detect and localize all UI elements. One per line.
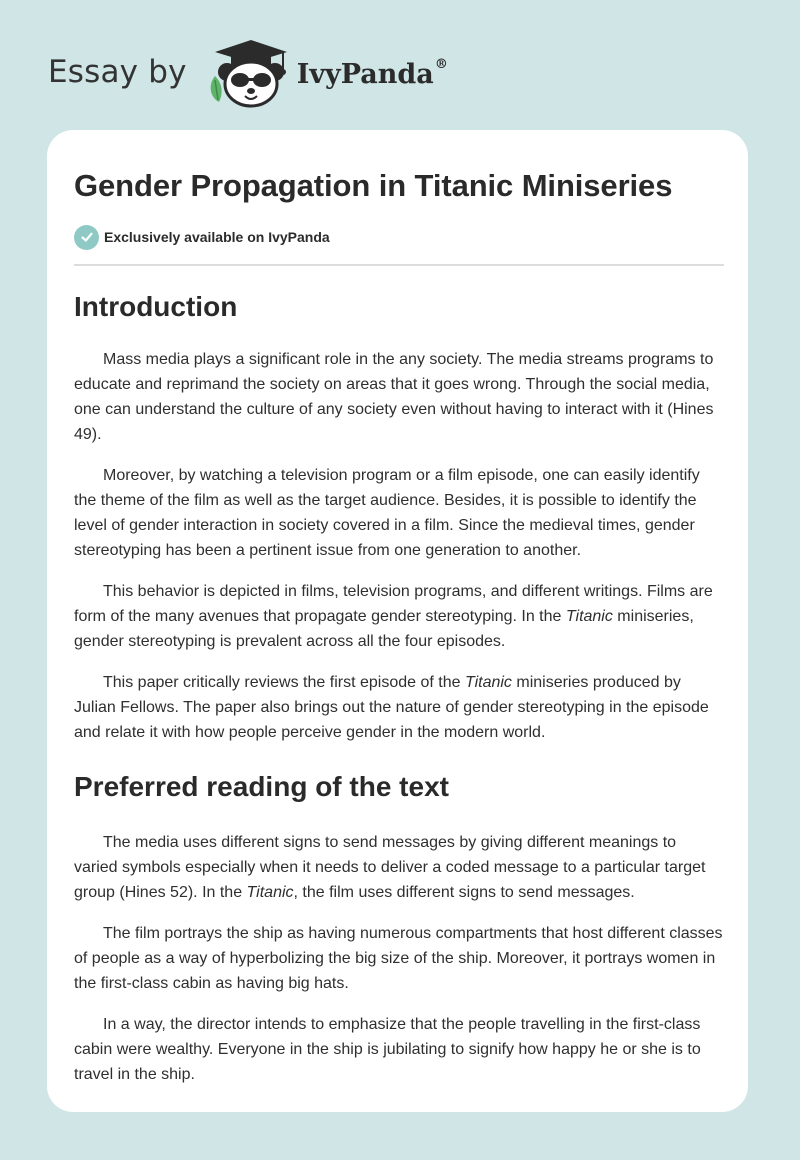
panda-graduate-icon xyxy=(205,36,293,108)
section-heading: Introduction xyxy=(74,291,238,322)
paragraph: This paper critically reviews the first episode of the Titanic miniseries produced by Julian Fellows. The paper also brings out the nature of gender stereotyping in the episode and relate it with how people perceive gender in the modern world. xyxy=(74,674,709,741)
page-title: Gender Propagation in Titanic Miniseries xyxy=(74,168,673,203)
section-preferred-reading xyxy=(74,769,724,1087)
brand-header xyxy=(48,36,448,108)
paragraph: The media uses different signs to send messages by giving different meanings to varied symbols especially when it needs to deliver a coded message to a particular target group (Hines 52). In the Titanic, the film uses different signs to send messages. xyxy=(74,834,706,901)
paragraph: In a way, the director intends to emphasize that the people travelling in the first-class cabin were wealthy. Everyone in the ship is jubilating to signify how happy he or she is to travel in the ship. xyxy=(74,1016,701,1083)
paragraph: This behavior is depicted in films, television programs, and different writings. Films are form of the many avenues that propagate gender stereotyping. In the Titanic miniseries, gender stereotyping is prevalent across all the four episodes. xyxy=(74,583,713,650)
paragraph: Moreover, by watching a television program or a film episode, one can easily identify the theme of the film as well as the target audience. Besides, it is possible to identify the level of gender interaction in society covered in a film. Since the medieval times, gender stereotyping has been a pertinent issue from one generation to another. xyxy=(74,467,700,559)
divider xyxy=(74,264,724,266)
essay-card xyxy=(47,130,748,1112)
check-icon xyxy=(74,225,99,250)
brand-prefix: Essay by xyxy=(48,54,187,90)
brand-name: IvyPanda® xyxy=(296,56,448,90)
badge-text: Exclusively available on IvyPanda xyxy=(104,229,330,245)
paragraph: Mass media plays a significant role in the any society. The media streams programs to educate and reprimand the society on areas that it goes wrong. Through the social media, one can understand the culture of any society even without having to interact with it (Hines 49). xyxy=(74,351,714,443)
section-heading: Preferred reading of the text xyxy=(74,771,449,802)
availability-badge xyxy=(74,224,724,250)
paragraph: The film portrays the ship as having numerous compartments that host different classes of people as a way of hyperbolizing the big size of the ship. Moreover, it portrays women in the first-class cabin as having big hats. xyxy=(74,925,723,992)
section-introduction xyxy=(74,289,724,745)
